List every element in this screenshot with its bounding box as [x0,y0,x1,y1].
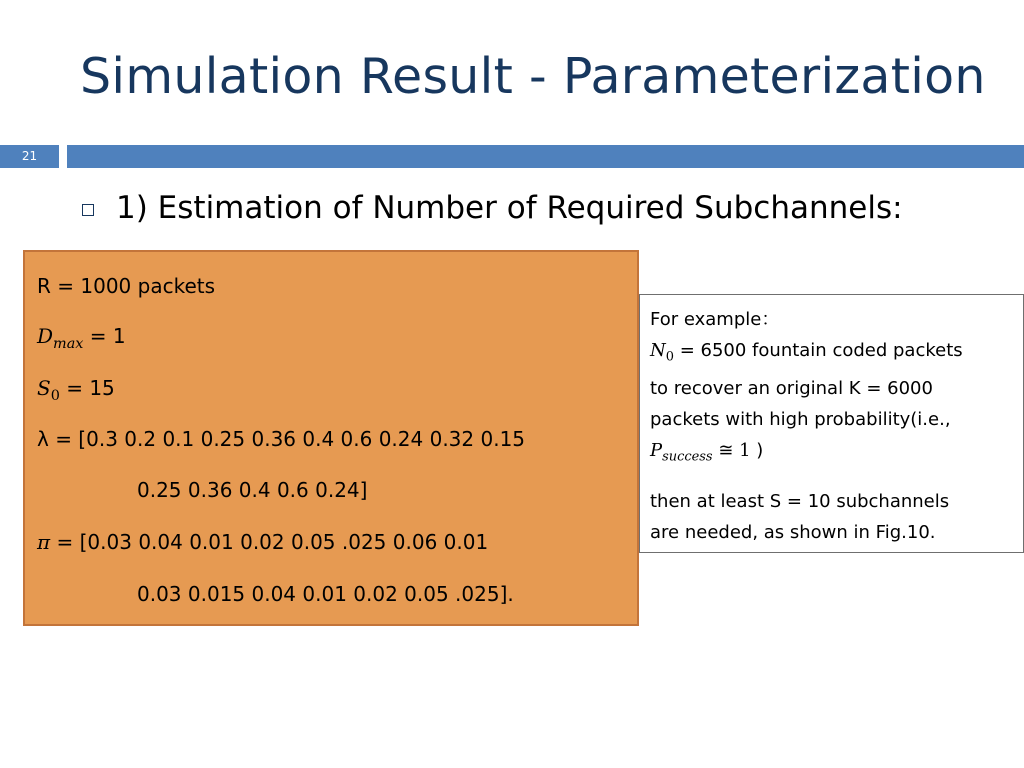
example-heading: For example： [650,309,780,330]
parameters-box [23,250,639,626]
bullet-text: 1) Estimation of Number of Required Subchannels: [116,190,903,226]
example-line-2: to recover an original K = 6000 [650,377,933,399]
param-r: R = 1000 packets [37,274,216,298]
slide-number: 21 [0,145,59,168]
example-line-3: packets with high probability(i.e., [650,408,951,430]
psuccess-symbol: $P_{success}$ [650,439,713,465]
param-lambda-line-1: λ = [0.3 0.2 0.1 0.25 0.36 0.4 0.6 0.24 0.32 0.15 [37,427,526,451]
example-line-5: then at least S = 10 subchannels [650,491,950,513]
example-box [639,294,1024,553]
example-spacer [650,472,1013,486]
param-pi-line-2: 0.03 0.015 0.04 0.01 0.02 0.05 .025]. [137,582,514,606]
example-line-6: are needed, as shown in Fig.10. [650,522,936,544]
n0-symbol: $N_0$ [650,340,674,365]
s0-symbol: $S_0$ [37,376,60,405]
dmax-value: = 1 [83,324,126,348]
slide-title: Simulation Result - Parameterization [80,48,986,105]
example-line-n0: $N_0 = 6500$ fountain coded packets [650,340,963,365]
bullet-item [82,190,903,226]
pi-values-line-1: = [0.03 0.04 0.01 0.02 0.05 .025 0.06 0.01 [50,530,489,554]
param-dmax [37,324,126,352]
square-bullet-icon [82,204,94,216]
header-bar [67,145,1024,168]
param-s0 [37,376,115,404]
example-line-psuccess: $P_{success}$ ≅ 1 ) [650,439,764,465]
dmax-symbol: $D_{max}$ [37,324,84,353]
param-pi-line-1 [37,530,488,554]
s0-value: = 15 [59,376,115,400]
pi-symbol: π [37,530,51,554]
param-lambda-line-2: 0.25 0.36 0.4 0.6 0.24] [137,478,368,502]
